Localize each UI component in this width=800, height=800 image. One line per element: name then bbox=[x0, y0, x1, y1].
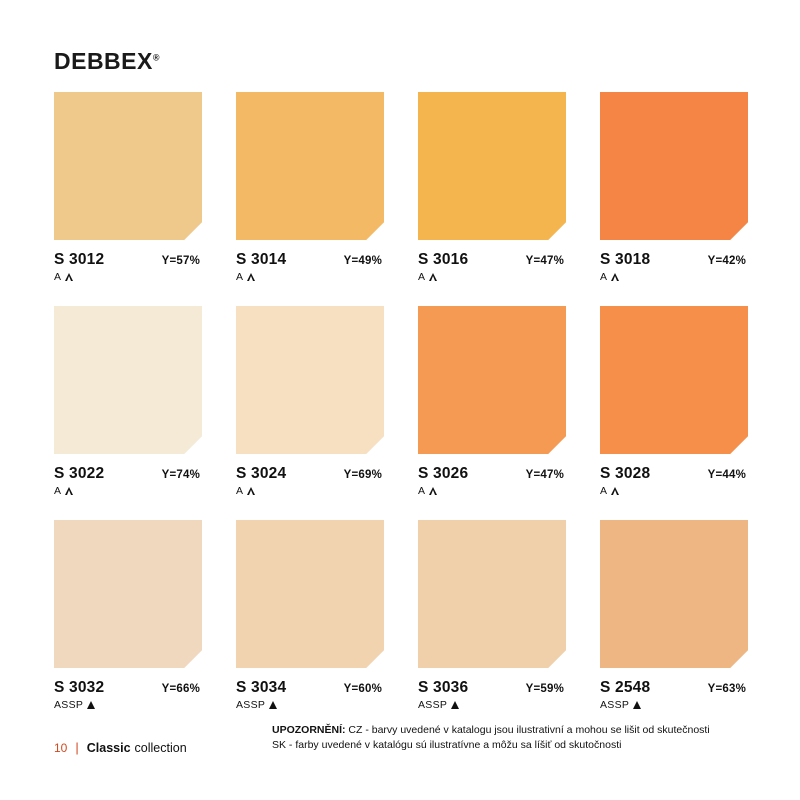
swatch-luminance: Y=47% bbox=[525, 255, 564, 267]
swatch-luminance: Y=44% bbox=[707, 469, 746, 481]
open-triangle-icon bbox=[429, 487, 438, 495]
disclaimer-note bbox=[272, 723, 752, 755]
open-triangle-icon bbox=[611, 273, 620, 281]
disclaimer-lead: UPOZORNĚNÍ: bbox=[272, 723, 346, 736]
open-triangle-icon bbox=[65, 273, 74, 281]
swatch-group-code: A bbox=[236, 271, 244, 283]
swatch-sublabel bbox=[54, 485, 202, 497]
color-chip[interactable] bbox=[54, 306, 202, 454]
open-triangle-icon bbox=[65, 487, 74, 495]
swatch-labels bbox=[236, 679, 384, 697]
swatch-luminance: Y=47% bbox=[525, 469, 564, 481]
color-chip[interactable] bbox=[418, 92, 566, 240]
swatch-sublabel bbox=[418, 699, 566, 711]
swatch-cell[interactable] bbox=[600, 92, 748, 283]
color-chip[interactable] bbox=[418, 520, 566, 668]
swatch-cell[interactable] bbox=[54, 520, 202, 711]
swatch-luminance: Y=74% bbox=[161, 469, 200, 481]
swatch-cell[interactable] bbox=[418, 520, 566, 711]
filled-triangle-icon bbox=[451, 701, 459, 709]
swatch-sublabel bbox=[236, 485, 384, 497]
swatch-code: S 3024 bbox=[236, 465, 287, 482]
color-chip[interactable] bbox=[54, 92, 202, 240]
swatch-code: S 3028 bbox=[600, 465, 651, 482]
color-chip[interactable] bbox=[418, 306, 566, 454]
swatch-cell[interactable] bbox=[600, 306, 748, 497]
filled-triangle-icon bbox=[87, 701, 95, 709]
swatch-labels bbox=[600, 679, 748, 697]
swatch-code: S 3014 bbox=[236, 251, 287, 268]
swatch-code: S 3018 bbox=[600, 251, 651, 268]
swatch-group-code: A bbox=[54, 485, 62, 497]
swatch-group-code: A bbox=[600, 271, 608, 283]
swatch-luminance: Y=49% bbox=[343, 255, 382, 267]
swatch-sublabel bbox=[418, 485, 566, 497]
swatch-group-code: A bbox=[600, 485, 608, 497]
open-triangle-icon bbox=[247, 273, 256, 281]
swatch-code: S 3032 bbox=[54, 679, 105, 696]
page-number: 10 bbox=[54, 740, 68, 755]
swatch-sublabel bbox=[54, 271, 202, 283]
swatch-sublabel bbox=[600, 699, 748, 711]
swatch-group-code: A bbox=[236, 485, 244, 497]
swatch-group-code: A bbox=[418, 485, 426, 497]
swatch-code: S 3036 bbox=[418, 679, 469, 696]
filled-triangle-icon bbox=[633, 701, 641, 709]
swatch-labels bbox=[236, 251, 384, 269]
disclaimer-text-sk: SK - farby uvedené v katalógu sú ilustratívne a môžu sa líšiť od skutočnosti bbox=[272, 739, 622, 752]
swatch-cell[interactable] bbox=[54, 92, 202, 283]
brand-logo bbox=[54, 48, 160, 75]
filled-triangle-icon bbox=[269, 701, 277, 709]
swatch-sublabel bbox=[418, 271, 566, 283]
open-triangle-icon bbox=[247, 487, 256, 495]
swatch-labels bbox=[600, 251, 748, 269]
swatch-luminance: Y=42% bbox=[707, 255, 746, 267]
collection-name-normal: collection bbox=[134, 740, 187, 755]
footer-separator: | bbox=[75, 740, 79, 755]
color-chip[interactable] bbox=[600, 92, 748, 240]
swatch-group-code: A bbox=[54, 271, 62, 283]
swatch-code: S 3026 bbox=[418, 465, 469, 482]
swatch-sublabel bbox=[236, 271, 384, 283]
swatch-labels bbox=[418, 465, 566, 483]
swatch-labels bbox=[54, 679, 202, 697]
swatch-sublabel bbox=[600, 485, 748, 497]
swatch-sublabel bbox=[54, 699, 202, 711]
swatch-labels bbox=[418, 679, 566, 697]
swatch-code: S 3022 bbox=[54, 465, 105, 482]
brand-name: DEBBEX bbox=[54, 48, 153, 74]
color-chip[interactable] bbox=[236, 520, 384, 668]
color-chip[interactable] bbox=[236, 306, 384, 454]
color-chip[interactable] bbox=[600, 306, 748, 454]
swatch-luminance: Y=69% bbox=[343, 469, 382, 481]
swatch-sublabel bbox=[600, 271, 748, 283]
swatch-group-code: ASSP bbox=[600, 699, 630, 711]
swatch-luminance: Y=66% bbox=[161, 683, 200, 695]
collection-name-strong: Classic bbox=[86, 740, 131, 755]
swatch-cell[interactable] bbox=[236, 92, 384, 283]
footer-collection bbox=[54, 728, 187, 755]
swatch-cell[interactable] bbox=[418, 92, 566, 283]
swatch-labels bbox=[600, 465, 748, 483]
swatch-labels bbox=[236, 465, 384, 483]
color-chip[interactable] bbox=[600, 520, 748, 668]
swatch-cell[interactable] bbox=[236, 306, 384, 497]
swatch-labels bbox=[54, 251, 202, 269]
swatch-luminance: Y=59% bbox=[525, 683, 564, 695]
swatch-cell[interactable] bbox=[236, 520, 384, 711]
swatch-group-code: ASSP bbox=[236, 699, 266, 711]
color-chip[interactable] bbox=[236, 92, 384, 240]
swatch-code: S 3034 bbox=[236, 679, 287, 696]
swatch-group-code: ASSP bbox=[54, 699, 84, 711]
swatch-cell[interactable] bbox=[600, 520, 748, 711]
swatch-code: S 3016 bbox=[418, 251, 469, 268]
color-swatch-grid bbox=[54, 92, 748, 711]
registered-mark-icon: ® bbox=[152, 52, 160, 63]
open-triangle-icon bbox=[611, 487, 620, 495]
swatch-sublabel bbox=[236, 699, 384, 711]
swatch-code: S 3012 bbox=[54, 251, 105, 268]
swatch-luminance: Y=63% bbox=[707, 683, 746, 695]
swatch-luminance: Y=57% bbox=[161, 255, 200, 267]
swatch-labels bbox=[54, 465, 202, 483]
swatch-luminance: Y=60% bbox=[343, 683, 382, 695]
open-triangle-icon bbox=[429, 273, 438, 281]
swatch-cell[interactable] bbox=[418, 306, 566, 497]
disclaimer-line-cz bbox=[272, 723, 752, 739]
swatch-cell[interactable] bbox=[54, 306, 202, 497]
disclaimer-text-cz: CZ - barvy uvedené v katalogu jsou ilustrativní a mohou se lišit od skutečnosti bbox=[345, 723, 710, 736]
color-chip[interactable] bbox=[54, 520, 202, 668]
swatch-group-code: ASSP bbox=[418, 699, 448, 711]
swatch-group-code: A bbox=[418, 271, 426, 283]
swatch-code: S 2548 bbox=[600, 679, 651, 696]
swatch-labels bbox=[418, 251, 566, 269]
